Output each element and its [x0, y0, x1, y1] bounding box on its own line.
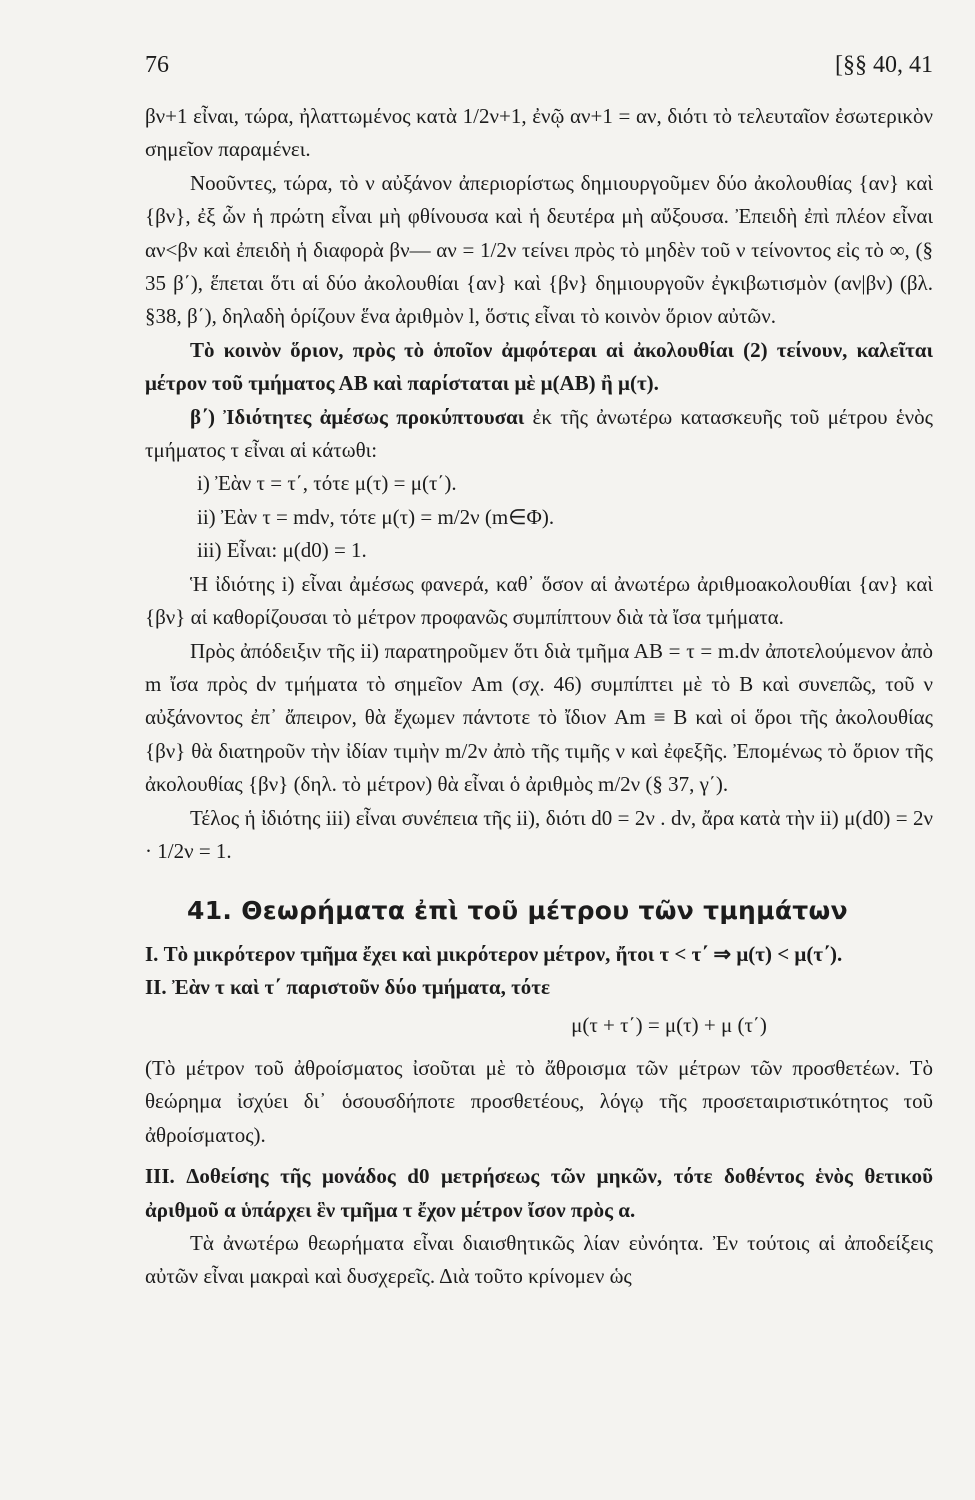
- paragraph: Ἡ ἰδιότης i) εἶναι ἀμέσως φανερά, καθ᾽ ὅσον αἱ ἀνωτέρω ἀριθμοακολουθίαι {αν} καὶ {βν} αἱ καθορίζουσαι τὸ μέτρον προφανῶς συμπίπτουν διὰ τὰ ἴσα τμήματα.: [145, 571, 933, 630]
- paragraph: Τὰ ἀνωτέρω θεωρήματα εἶναι διαισθητικῶς λίαν εὐνόητα. Ἐν τούτοις αἱ ἀποδείξεις αὐτῶν εἶναι μακραὶ καὶ δυσχερεῖς. Διὰ τοῦτο κρίνομεν ὡς: [145, 1231, 933, 1289]
- property-item: iii) Εἶναι: μ(d0) = 1.: [197, 538, 367, 563]
- theorem-2: II. Ἐὰν τ καὶ τ΄ παριστοῦν δύο τμήματα, τότε: [145, 975, 550, 1000]
- page-header: [145, 52, 933, 79]
- page-content: [145, 100, 933, 1294]
- property-item: ii) Ἐὰν τ = mdν, τότε μ(τ) = m/2ν (m∈Φ).: [197, 504, 555, 529]
- theorem-2-note: (Τὸ μέτρον τοῦ ἀθροίσματος ἰσοῦται μὲ τὸ ἄθροισμα τῶν μέτρων τῶν προσθετέων. Τὸ θεώρημα ἰσχύει δι᾽ ὁσουσδήποτε προσθετέους, λόγῳ τῆς προσεταιριστικότητος τοῦ ἀθροίσματος).: [145, 1055, 933, 1147]
- theorem-2-formula: μ(τ + τ΄) = μ(τ) + μ (τ΄): [571, 1012, 767, 1037]
- paragraph: βν+1 εἶναι, τώρα, ἠλαττωμένος κατὰ 1/2ν+1, ἐνῷ αν+1 = αν, διότι τὸ τελευταῖον ἐσωτερικὸν σημεῖον παραμένει.: [145, 104, 933, 162]
- section-title: 41. Θεωρήματα ἐπὶ τοῦ μέτρου τῶν τμημάτων: [187, 896, 848, 926]
- paragraph-text: ἐκ τῆς ἀνωτέρω κατασκευῆς τοῦ μέτρου ἑνὸς τμήματος τ εἶναι αἱ κάτωθι:: [145, 404, 933, 463]
- paragraph: Τέλος ἡ ἰδιότης iii) εἶναι συνέπεια τῆς ii), διότι d0 = 2ν . dν, ἄρα κατὰ τὴν ii) μ(d0) = 2ν · 1/2ν = 1.: [145, 805, 933, 863]
- theorem-1: I. Τὸ μικρότερον τμῆμα ἔχει καὶ μικρότερον μέτρον, ἤτοι τ < τ΄ ⇒ μ(τ) < μ(τ΄).: [145, 941, 843, 966]
- paragraph: Νοοῦντες, τώρα, τὸ ν αὐξάνον ἀπεριορίστως δημιουργοῦμεν δύο ἀκολουθίας {αν} καὶ {βν}, ἐξ ὧν ἡ πρώτη εἶναι μὴ φθίνουσα καὶ ἡ δευτέρα μὴ αὔξουσα. Ἐπειδὴ ἐπὶ πλέον εἶναι αν<βν καὶ ἐπειδὴ ἡ διαφορὰ βν— αν = 1/2ν τείνει πρὸς τὸ μηδὲν τοῦ ν τείνοντος εἰς τὸ ∞, (§ 35 β΄), ἕπεται ὅτι αἱ δύο ἀκολουθίαι {αν} καὶ {βν} δημιουργοῦν ἐγκιβωτισμὸν (αν|βν) (βλ. §38, β΄), δηλαδὴ ὁρίζουν ἕνα ἀριθμὸν l, ὅστις εἶναι τὸ κοινὸν ὅριον αὐτῶν.: [145, 170, 933, 329]
- theorem-3: III. Δοθείσης τῆς μονάδος d0 μετρήσεως τῶν μηκῶν, τότε δοθέντος ἑνὸς θετικοῦ ἀριθμοῦ α ὑπάρχει ἓν τμῆμα τ ἔχον μέτρον ἴσον πρὸς α.: [145, 1164, 933, 1222]
- properties-heading: β΄) Ἰδιότητες ἀμέσως προκύπτουσαι: [190, 404, 525, 429]
- definition-paragraph: Τὸ κοινὸν ὅριον, πρὸς τὸ ὁποῖον ἀμφότεραι αἱ ἀκολουθίαι (2) τείνουν, καλεῖται μέτρον τοῦ τμήματος ΑΒ καὶ παρίσταται μὲ μ(ΑΒ) ἢ μ(τ).: [145, 337, 933, 396]
- property-item: i) Ἐὰν τ = τ΄, τότε μ(τ) = μ(τ΄).: [197, 471, 457, 496]
- paragraph: Πρὸς ἀπόδειξιν τῆς ii) παρατηροῦμεν ὅτι διὰ τμῆμα ΑΒ = τ = m.dν ἀποτελούμενον ἀπὸ m ἴσα πρὸς dν τμήματα τὸ σημεῖον Am (σχ. 46) συμπίπτει μὲ τὸ Β καὶ συνεπῶς, τοῦ ν αὐξάνοντος ἐπ᾽ ἄπειρον, θὰ ἔχωμεν πάντοτε τὸ ἴδιον Am ≡ Β καὶ οἱ ὅροι τῆς ἀκολουθίας {βν} θὰ διατηροῦν τὴν ἰδίαν τιμὴν m/2ν ἀπὸ τῆς τιμῆς ν καὶ ἐφεξῆς. Ἐπομένως τὸ ὅριον τῆς ἀκολουθίας {βν} (δηλ. τὸ μέτρον) θὰ εἶναι ὁ ἀριθμὸς m/2ν (§ 37, γ΄).: [145, 638, 933, 797]
- page-number: 76: [145, 52, 169, 78]
- section-reference: [§§ 40, 41: [835, 52, 933, 78]
- paragraph: [145, 401, 933, 468]
